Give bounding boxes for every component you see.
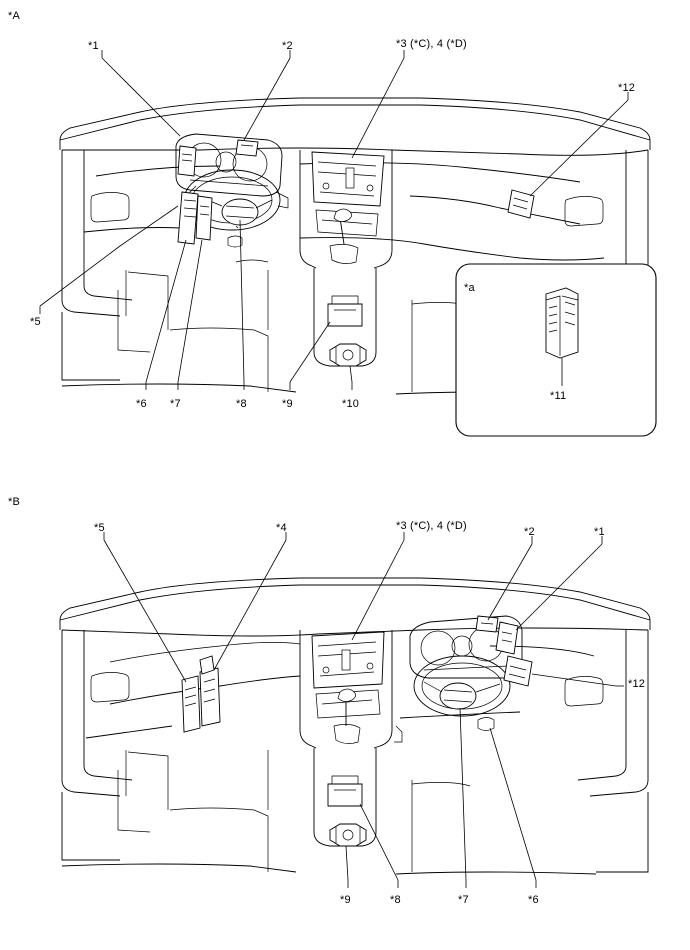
callout-a-10: *10 [342,398,360,410]
callout-b-7: *7 [458,894,469,906]
callout-b-1: *1 [594,526,605,538]
callout-b-9: *9 [340,894,351,906]
floor-modules [328,296,366,366]
callout-a-8: *8 [236,398,247,410]
panel-b-artwork [0,480,690,950]
callout-a-11: *11 [550,390,567,402]
callout-a-1: *1 [88,40,99,52]
callout-b-12: *12 [628,678,646,690]
center-stack-unit-b [312,632,384,744]
steering-wheel-cluster-left [176,134,288,247]
callout-b-6: *6 [528,894,539,906]
callout-b-5: *5 [94,522,105,534]
steering-wheel-cluster-right [410,616,532,731]
callout-a-3-4: *3 (*C), 4 (*D) [396,38,467,50]
callout-b-4: *4 [276,522,287,534]
module-12 [508,190,534,218]
panel-a [0,0,690,470]
callout-a-12: *12 [618,82,636,94]
floor-modules-b [328,776,366,846]
callout-a-7: *7 [170,398,181,410]
callout-b-3-4: *3 (*C), 4 (*D) [396,520,467,532]
center-stack-unit [312,152,384,264]
panel-b-tag: *B [8,496,21,508]
panel-b [0,480,690,950]
callout-a-5: *5 [30,316,41,328]
callout-a-inset-a: *a [464,282,475,294]
inset-a [456,264,656,436]
callout-b-2: *2 [524,526,535,538]
left-modules-b [182,656,220,732]
panel-a-tag: *A [8,10,21,22]
callout-b-8: *8 [390,894,401,906]
callout-a-9: *9 [282,398,293,410]
callout-a-2: *2 [282,40,293,52]
callout-a-6: *6 [136,398,147,410]
